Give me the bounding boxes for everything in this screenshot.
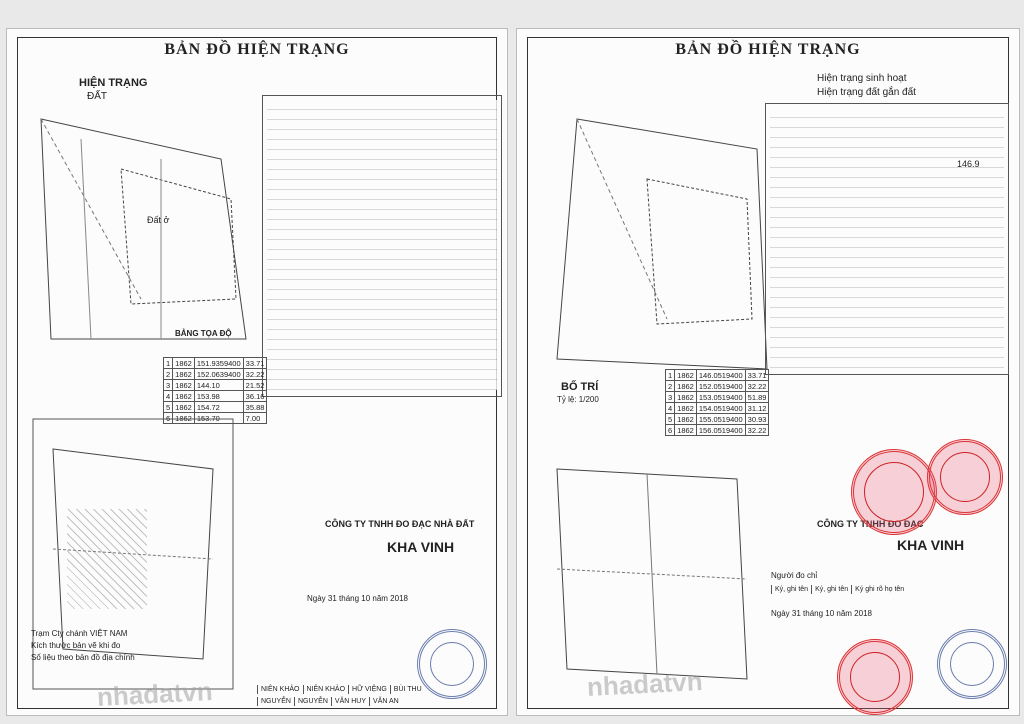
plot-drawing <box>21 99 261 359</box>
right-survey-sheet <box>516 28 1020 716</box>
table-row: 6 1862 153.70 7.00 <box>164 413 267 424</box>
signer-row-2 <box>257 697 402 706</box>
watermark: nhadatvn <box>96 675 214 713</box>
map-title: HIỆN TRẠNG <box>79 77 148 89</box>
note-3: Số liệu theo bản đồ địa chính <box>31 653 135 662</box>
seal-stamp <box>417 629 487 699</box>
signer-3: HỮ VIỆNG <box>348 685 390 694</box>
red-seal-stamp-2 <box>927 439 1003 515</box>
seal-stamp <box>937 629 1007 699</box>
plot-drawing <box>537 99 777 389</box>
table-row: 5 1862 154.72 35.88 <box>164 402 267 413</box>
table-row: 2 1862 152.0639400 32.22 <box>164 369 267 380</box>
table-row: 4 1862 154.0519400 31.12 <box>666 403 769 414</box>
signer-name-2: NGUYỄN <box>294 697 331 706</box>
scale-note: Tỷ lệ: 1/200 <box>557 395 599 404</box>
sheet-title: BẢN ĐỒ HIỆN TRẠNG <box>164 41 350 58</box>
left-survey-sheet <box>6 28 508 716</box>
map-subtitle: ĐẤT <box>87 91 107 102</box>
table-row: 3 1862 153.0519400 51.89 <box>666 392 769 403</box>
table-row: 4 1862 153.98 36.16 <box>164 391 267 402</box>
date-line: Ngày 31 tháng 10 năm 2018 <box>307 594 408 603</box>
red-seal-stamp-3 <box>837 639 913 715</box>
note-2: Kích thước bản vẽ khi đo <box>31 641 121 650</box>
company-sub: KHA VINH <box>387 539 455 555</box>
table-title: BẢNG TỌA ĐỘ <box>175 329 232 338</box>
signer-2: NIÊN KHẢO <box>303 685 349 694</box>
signer-name-4: VĂN AN <box>369 697 402 706</box>
company-name: CÔNG TY TNHH ĐO ĐẠC NHÀ ĐẤT <box>325 519 475 529</box>
signer-3: Ký ghi rõ họ tên <box>851 585 907 594</box>
signer-1: Ký, ghi tên <box>771 585 811 594</box>
table-row: 1 1862 146.0519400 33.71 <box>666 370 769 381</box>
table-row: 6 1862 156.0519400 32.22 <box>666 425 769 436</box>
signer-name-1: NGUYỄN <box>257 697 294 706</box>
header-block: Hiện trạng sinh hoạt <box>817 73 907 84</box>
company-name: CÔNG TY TNHH ĐO ĐẠC <box>817 519 924 529</box>
signature-title: Người đo chỉ <box>771 571 818 580</box>
table-row: 2 1862 152.0519400 32.22 <box>666 381 769 392</box>
company-sub: KHA VINH <box>897 537 965 553</box>
watermark: nhadatvn <box>586 665 704 703</box>
signer-name-3: VĂN HUY <box>331 697 369 706</box>
section-title: BỐ TRÍ <box>561 381 599 393</box>
signer-row <box>257 685 425 694</box>
area-value: 146.9 <box>957 159 980 169</box>
coordinate-table <box>665 369 769 436</box>
sheet-title: BẢN ĐỒ HIỆN TRẠNG <box>675 41 861 58</box>
table-row: 1 1862 151.9359400 33.71 <box>164 358 267 369</box>
date-line: Ngày 31 tháng 10 năm 2018 <box>771 609 872 618</box>
red-seal-stamp <box>851 449 937 535</box>
info-block <box>765 103 1009 375</box>
signer-4: BÙI THU <box>390 685 425 694</box>
signer-row <box>771 585 907 594</box>
info-block <box>262 95 502 397</box>
signer-2: Ký, ghi tên <box>811 585 851 594</box>
area-label: Đất ở <box>147 215 170 225</box>
hatched-area <box>67 509 147 609</box>
table-row: 5 1862 155.0519400 30.93 <box>666 414 769 425</box>
note-1: Trạm Cty chánh VIỆT NAM <box>31 629 128 638</box>
plot-drawing-bottom <box>537 449 767 699</box>
header-block-2: Hiện trạng đất gắn đất <box>817 87 916 98</box>
signer-1: NIÊN KHẢO <box>257 685 303 694</box>
table-row: 3 1862 144.10 21.52 <box>164 380 267 391</box>
